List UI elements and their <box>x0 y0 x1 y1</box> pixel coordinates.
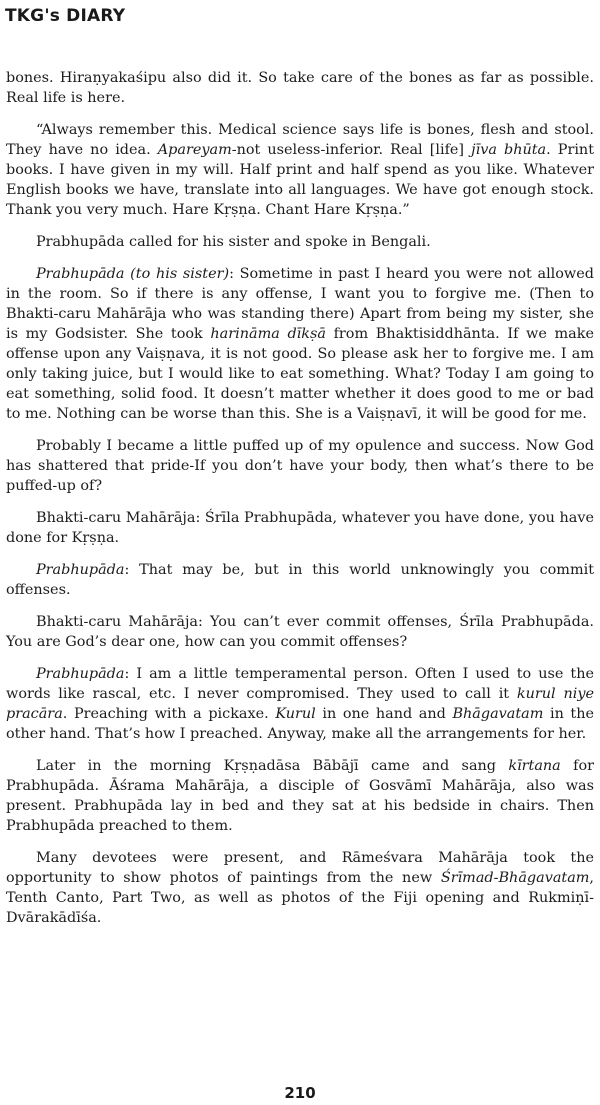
italic-text: Prabhupāda (to his sister) <box>36 266 230 282</box>
text-run: Bhakti-caru Mahārāja: You can’t ever commit offenses, Śrīla Prabhupāda. You are God’s dear one, how can you commit offenses? <box>6 614 594 650</box>
text-run: for Prabhupāda. Āśrama Mahārāja, a disciple of Gosvāmī Mahārāja, also was present. Prabhupāda lay in bed and they sat at his bedside in chairs. Then Prabhupāda preached to them. <box>6 758 594 834</box>
italic-text: Śrīmad-Bhāgavatam <box>440 870 590 886</box>
paragraph-p8 <box>6 612 594 652</box>
italic-text: Apareyam <box>157 142 232 158</box>
text-run: -not useless-inferior. Real [life] <box>231 142 472 158</box>
text-run: in the other hand. That’s how I preached. Anyway, make all the arrangements for her. <box>6 706 594 742</box>
text-run: , Tenth Canto, Part Two, as well as photos of the Fiji opening and Rukmiṇī-Dvārakādīśa. <box>6 870 594 926</box>
text-run: Bhakti-caru Mahārāja: Śrīla Prabhupāda, whatever you have done, you have done for Kṛṣṇa. <box>6 510 594 546</box>
text-run: . Preaching with a pickaxe. <box>62 706 276 722</box>
running-head: TKG's DIARY <box>5 6 126 26</box>
text-run: Prabhupāda called for his sister and spoke in Bengali. <box>36 234 431 250</box>
italic-text: kīrtana <box>508 758 561 774</box>
paragraph-p11 <box>6 848 594 928</box>
text-run: Many devotees were present, and Rāmeśvara Mahārāja took the opportunity to show photos of paintings from the new <box>6 850 594 886</box>
text-run: . Print books. I have given in my will. Half print and half spend as you like. Whatever English books we have, translate into all languages. We have got enough stock. Thank you very much. Hare Kṛṣṇa. Chant Hare Kṛṣṇa.” <box>6 142 594 218</box>
paragraph-p3 <box>6 232 594 252</box>
italic-text: harināma dīkṣā <box>210 326 326 342</box>
paragraph-p1 <box>6 68 594 108</box>
paragraph-p9 <box>6 664 594 744</box>
paragraph-p7 <box>6 560 594 600</box>
page-body <box>6 68 594 928</box>
paragraph-p6 <box>6 508 594 548</box>
paragraph-p5 <box>6 436 594 496</box>
text-run: bones. Hiraṇyakaśipu also did it. So take care of the bones as far as possible. Real life is here. <box>6 70 594 106</box>
text-run: : I am a little temperamental person. Often I used to use the words like rascal, etc. I never compromised. They used to call it <box>6 666 594 702</box>
text-run: : Sometime in past I heard you were not allowed in the room. So if there is any offense, I want you to forgive me. (Then to Bhakti-caru Mahārāja who was standing there) Apart from being my sister, she is my Godsister. She took <box>6 266 594 342</box>
italic-text: jīva bhūta <box>471 142 547 158</box>
text-run: in one hand and <box>315 706 453 722</box>
text-run: : That may be, but in this world unknowingly you commit offenses. <box>6 562 594 598</box>
text-run: from Bhaktisiddhānta. If we make offense upon any Vaiṣṇava, it is not good. So please ask her to forgive me. I am only taking juice, but I would like to eat something. What? Today I am going to eat something, solid food. It doesn’t matter whether it does good to me or bad to me. Nothing can be worse than this. She is a Vaiṣṇavī, it will be good for me. <box>6 326 595 422</box>
italic-text: kurul niye pracāra <box>6 686 594 722</box>
text-run: “Always remember this. Medical science says life is bones, flesh and stool. They have no idea. <box>6 122 594 158</box>
text-run: Later in the morning Kṛṣṇadāsa Bābājī came and sang <box>36 758 509 774</box>
italic-text: Bhāgavatam <box>452 706 544 722</box>
page-number: 210 <box>284 1084 316 1102</box>
paragraph-p10 <box>6 756 594 836</box>
paragraph-p2 <box>6 120 594 220</box>
text-run: Probably I became a little puffed up of my opulence and success. Now God has shattered that pride-If you don’t have your body, then what’s there to be puffed-up of? <box>6 438 594 494</box>
italic-text: Prabhupāda <box>36 666 125 682</box>
italic-text: Prabhupāda <box>36 562 125 578</box>
italic-text: Kurul <box>275 706 316 722</box>
paragraph-p4 <box>6 264 594 424</box>
